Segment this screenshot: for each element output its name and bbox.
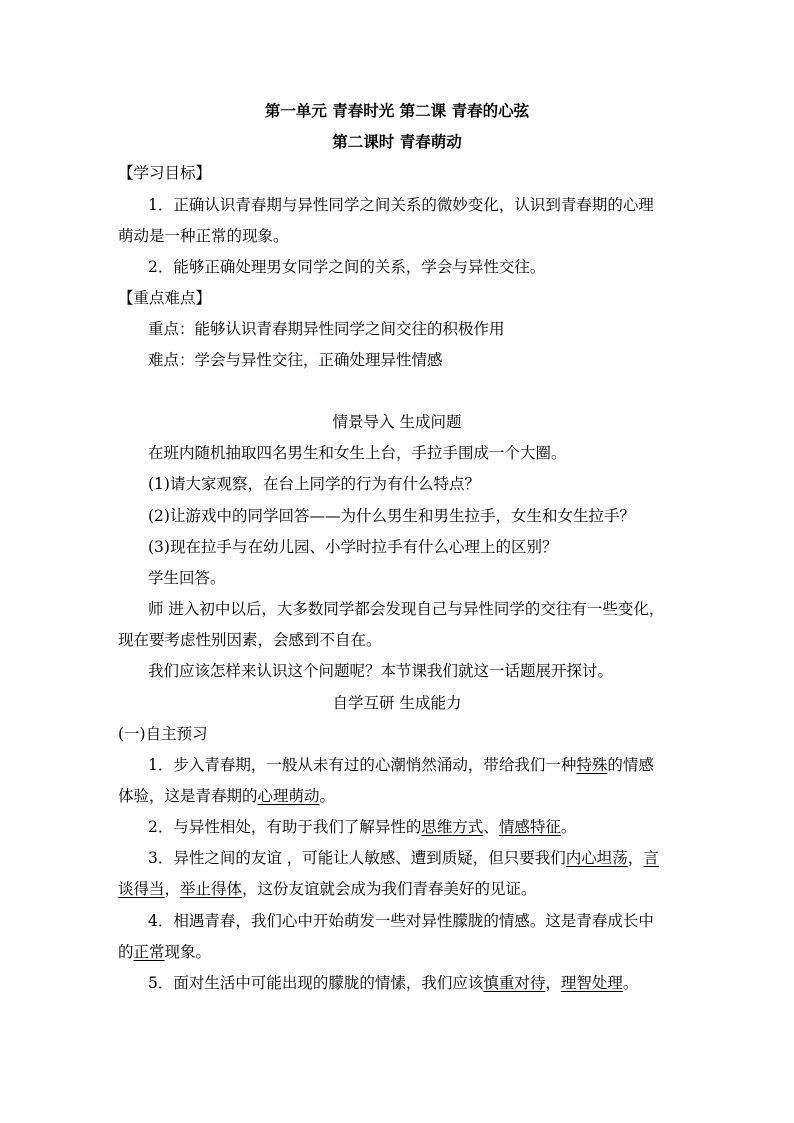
- study-item-1-line-1: 1．步入青春期，一般从未有过的心潮悄然涌动，带给我们一种特殊的情感: [148, 756, 654, 774]
- study-item-5: 5．面对生活中可能出现的朦胧的情愫，我们应该慎重对待，理智处理。: [148, 974, 639, 992]
- study-item-1-line-2: 体验，这是青春期的心理萌动。: [118, 787, 336, 805]
- answer-blank: 内心坦荡: [565, 849, 628, 867]
- study-item-3-line-2: 谈得当，举止得体，这份友谊就会成为我们青春美好的见证。: [118, 880, 537, 898]
- lesson-subtitle: 第二课时 青春萌动: [332, 132, 462, 151]
- lesson-title: 第一单元 青春时光 第二课 青春的心弦: [264, 101, 530, 120]
- answer-blank: 情感特征: [498, 818, 561, 836]
- answer-blank: 理智处理: [560, 974, 623, 992]
- study-item-2: 2．与异性相处，有助于我们了解异性的思维方式、情感特征。: [148, 818, 577, 836]
- objective-1-line-1: 1．正确认识青春期与异性同学之间关系的微妙变化，认识到青春期的心理: [148, 196, 654, 214]
- teacher-line-1: 师 进入初中以后，大多数同学都会发现自己与异性同学的交往有一些变化，: [148, 600, 665, 618]
- student-answer: 学生回答。: [148, 569, 226, 587]
- study-item-4-line-2: 的正常现象。: [118, 943, 212, 961]
- answer-blank: 特殊: [576, 756, 608, 774]
- difficult-point: 难点：学会与异性交往，正确处理异性情感: [148, 351, 443, 369]
- question-3: (3)现在拉手与在幼儿园、小学时拉手有什么心理上的区别？: [148, 538, 558, 556]
- intro-heading: 情景导入 生成问题: [332, 413, 462, 431]
- self-study-heading: 自学互研 生成能力: [332, 694, 462, 712]
- question-1: (1)请大家观察，在台上同学的行为有什么特点？: [148, 475, 480, 493]
- intro-paragraph: 在班内随机抽取四名男生和女生上台，手拉手围成一个大圈。: [148, 444, 567, 462]
- transition-line: 我们应该怎样来认识这个问题呢？本节课我们就这一话题展开探讨。: [148, 662, 614, 680]
- answer-blank: 言: [643, 849, 659, 867]
- answer-blank: 慎重对待: [483, 974, 546, 992]
- objective-2: 2．能够正确处理男女同学之间的关系，学会与异性交往。: [148, 258, 546, 276]
- key-point: 重点：能够认识青春期异性同学之间交往的积极作用: [148, 320, 505, 338]
- answer-blank: 心理萌动: [257, 787, 320, 805]
- answer-blank: 正常: [133, 943, 165, 961]
- objective-1-line-2: 萌动是一种正常的现象。: [118, 227, 289, 245]
- study-item-3-line-1: 3．异性之间的友谊 ，可能让人敏感、遭到质疑，但只要我们内心坦荡，言: [148, 849, 659, 867]
- key-points-heading: 【重点难点】: [118, 289, 212, 307]
- study-item-4-line-1: 4．相遇青春，我们心中开始萌发一些对异性朦胧的情感。这是青春成长中: [148, 912, 654, 930]
- objectives-heading: 【学习目标】: [118, 164, 212, 182]
- self-study-subheading: (一)自主预习: [118, 725, 208, 743]
- teacher-line-2: 现在要考虑性别因素，会感到不自在。: [118, 631, 382, 649]
- question-2: (2)让游戏中的同学回答——为什么男生和男生拉手，女生和女生拉手？: [148, 507, 635, 525]
- answer-blank: 举止得体: [180, 880, 243, 898]
- answer-blank: 思维方式: [421, 818, 484, 836]
- answer-blank: 谈得当: [118, 880, 165, 898]
